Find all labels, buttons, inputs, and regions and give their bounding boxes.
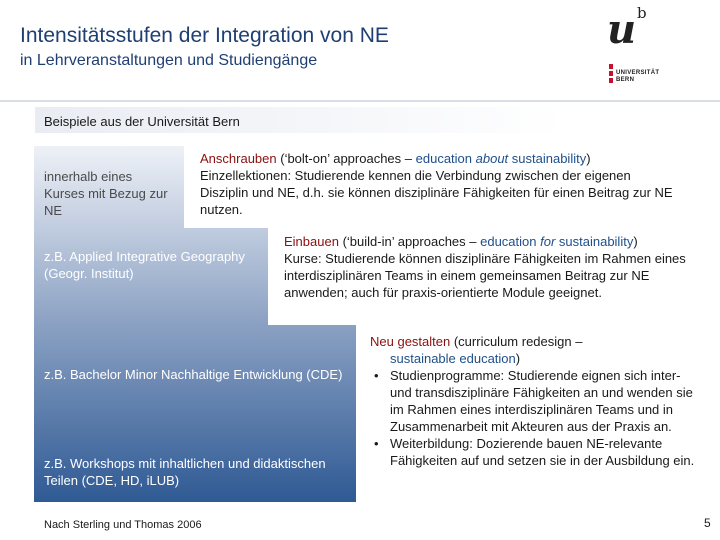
example-1: innerhalb eines Kurses mit Bezug zur NE [44, 169, 168, 218]
level-build-in-key: Einbauen [284, 234, 339, 249]
level-redesign-heading: Neu gestalten (curriculum redesign – [370, 334, 583, 349]
logo-text [616, 70, 659, 84]
logo-line1: UNIVERSITÄT [616, 70, 660, 76]
footer-citation: Nach Sterling und Thomas 2006 [44, 519, 202, 531]
level-redesign-bullets [370, 367, 700, 469]
slide-title: Intensitätsstufen der Integration von NE [20, 24, 389, 47]
level-redesign-subheading: sustainable education) [390, 351, 521, 366]
level-redesign-key: Neu gestalten [370, 334, 451, 349]
level-bolt-on-key: Anschrauben [200, 151, 277, 166]
level-bolt-on-body: Einzellektionen: Studierende kennen die Verbindung zwischen der eigenen Disziplin und NE, d.h. sie können disziplinäre Fähigkeiten für einen Beitrag zur NE nutzen. [200, 168, 673, 217]
level-redesign [370, 333, 700, 469]
logo-line2: BERN [616, 77, 635, 83]
bullet-item: • Studienprogramme: Studierende eignen sich inter- und transdisziplinäre Fähigkeiten an und wenden sie im Rahmen eines interdisziplinären Teams und in Zusammenarbeit mit Akteuren aus der Praxis an. [390, 367, 700, 435]
example-3: z.B. Bachelor Minor Nachhaltige Entwicklung (CDE) [44, 367, 343, 382]
example-2: z.B. Applied Integrative Geography (Geogr. Institut) [44, 249, 245, 281]
bullet-item: • Weiterbildung: Dozierende bauen NE-relevante Fähigkeiten auf und setzen sie in der Ausbildung ein. [390, 435, 700, 469]
section-label: Beispiele aus der Universität Bern [44, 114, 240, 129]
page-number: 5 [704, 516, 711, 530]
level-build-in [284, 233, 699, 301]
level-bolt-on [200, 150, 675, 218]
header-divider [0, 100, 720, 102]
level-build-in-body: Kurse: Studierende können disziplinäre Fähigkeiten im Rahmen eines interdisziplinären Teams in einem gemeinsamen Beitrag zur NE anwenden; auch für praxis-orientierte Module geeignet. [284, 251, 686, 300]
logo-bars-icon [609, 64, 613, 88]
example-4: z.B. Workshops mit inhaltlichen und didaktischen Teilen (CDE, HD, iLUB) [44, 456, 326, 488]
level-bolt-on-heading: Anschrauben (‘bolt-on’ approaches – education about sustainability) [200, 151, 591, 166]
logo-u: u [607, 6, 637, 53]
slide-subtitle: in Lehrveranstaltungen und Studiengänge [20, 52, 318, 69]
level-build-in-heading: Einbauen (‘build-in’ approaches – education for sustainability) [284, 234, 638, 249]
logo-b: b [637, 4, 647, 22]
